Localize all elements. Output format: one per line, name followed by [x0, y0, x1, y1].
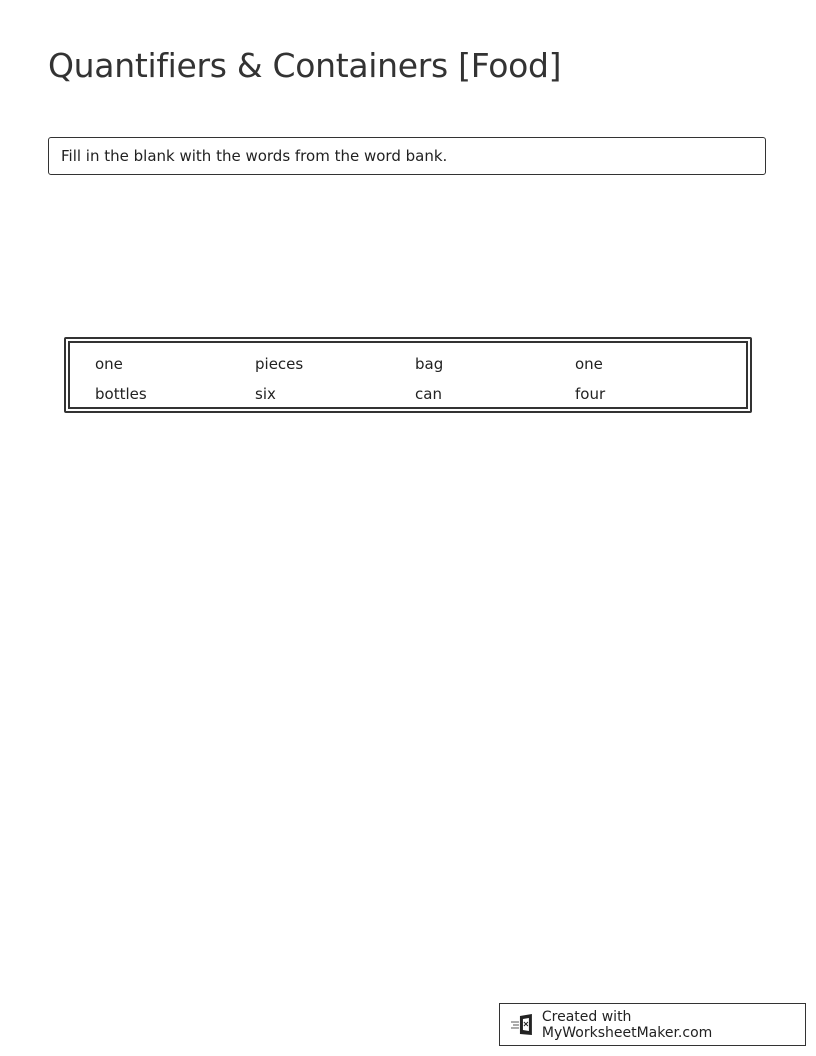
word-bank-item: one	[95, 355, 123, 373]
word-bank-item: bottles	[95, 385, 147, 403]
word-bank-item: one	[575, 355, 603, 373]
word-bank-item: four	[575, 385, 606, 403]
word-bank-item: bag	[415, 355, 444, 373]
created-with-badge[interactable]	[499, 1003, 806, 1046]
worksheet-logo-icon	[510, 1013, 536, 1037]
word-bank-item: pieces	[255, 355, 304, 373]
page-title: Quantifiers & Containers [Food]	[48, 46, 562, 85]
instructions-box: Fill in the blank with the words from the word bank.	[48, 137, 766, 175]
word-bank	[64, 337, 752, 413]
word-bank-item: can	[415, 385, 442, 403]
footer-label: Created with MyWorksheetMaker.com	[541, 1008, 713, 1041]
word-bank-item: six	[255, 385, 276, 403]
